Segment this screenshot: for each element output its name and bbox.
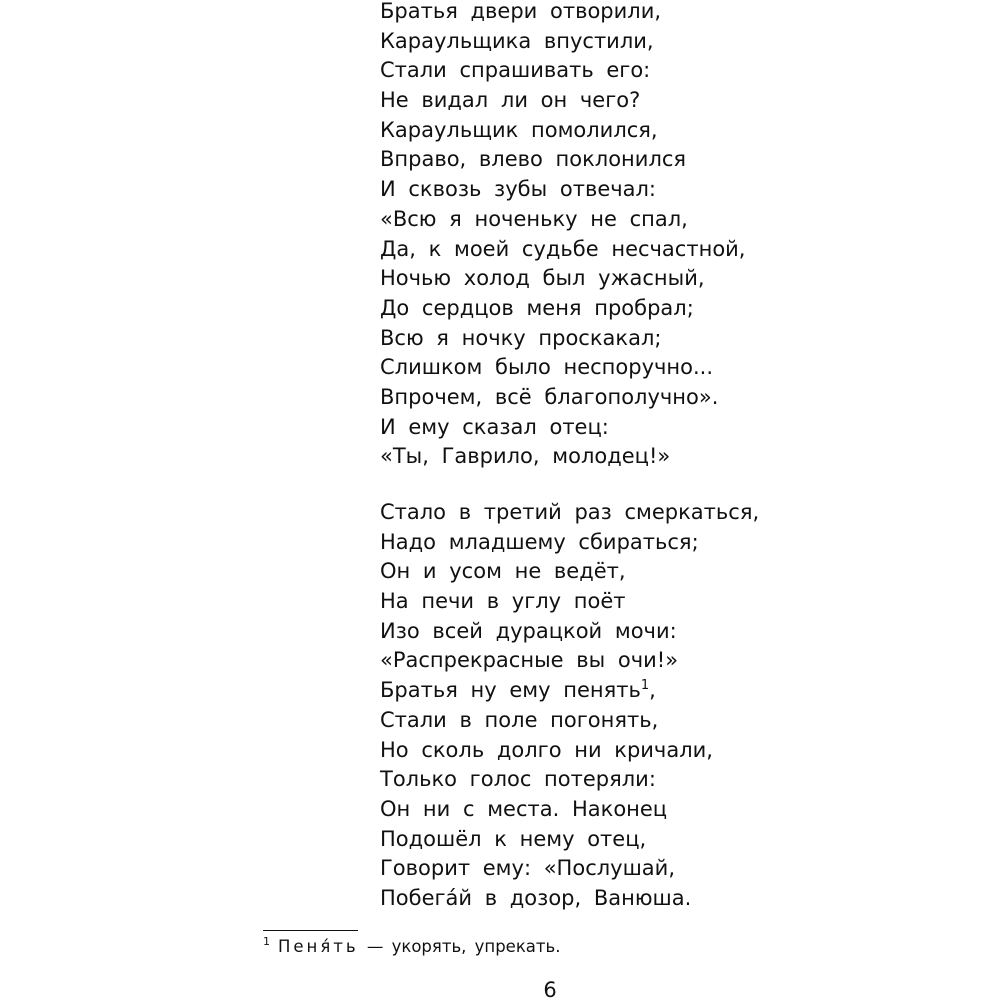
poem-line: Слишком было неспоручно... [380, 355, 714, 380]
poem-line: Подошёл к нему отец, [380, 826, 647, 851]
poem-line: Братья двери отворили, [380, 0, 662, 23]
footnote-ref: 1 [640, 678, 650, 694]
poem-line: Но сколь долго ни кричали, [380, 737, 713, 762]
footnote-divider [263, 930, 358, 931]
poem-line: Побега́й в дозор, Ванюша. [380, 885, 692, 910]
poem-line-punct: , [649, 678, 656, 703]
poem-line: Он и усом не ведёт, [380, 559, 626, 584]
poem-line: И сквозь зубы отвечал: [380, 177, 657, 202]
poem-line: Впрочем, всё благополучно». [380, 384, 719, 409]
page-number: 6 [543, 978, 557, 1002]
footnote-term: Пеня́ть [278, 937, 359, 956]
poem-line: Стали в поле погонять, [380, 707, 659, 732]
poem-line: Вправо, влево поклонился [380, 147, 687, 172]
poem-line: Изо всей дурацкой мочи: [380, 618, 677, 643]
stanza-1 [380, 0, 746, 472]
poem-line-text: Братья ну ему пенять [380, 678, 641, 703]
poem-line: Всю я ночку проскакал; [380, 325, 662, 350]
poem-line: Стали спрашивать его: [380, 58, 651, 83]
poem-line: Надо младшему сбираться; [380, 529, 699, 554]
poem-line-with-footnote [380, 676, 759, 706]
poem-line: На печи в углу поёт [380, 589, 626, 614]
poem-line: Только голос потеряли: [380, 767, 656, 792]
poem-line: Стало в третий раз смеркаться, [380, 500, 760, 524]
poem-line: «Всю я ноченьку не спал, [380, 206, 688, 231]
poem-line: «Ты, Гаврило, молодец!» [380, 444, 671, 469]
poem-line: Он ни с места. Наконец [380, 796, 668, 821]
stanza-2 [380, 498, 759, 914]
footnote-definition: — укорять, упрекать. [366, 937, 561, 956]
poem-line: До сердцов меня пробрал; [380, 295, 694, 320]
footnote-marker: 1 [263, 935, 270, 948]
poem-line: Да, к моей судьбе несчастной, [380, 236, 746, 261]
poem-line: Не видал ли он чего? [380, 88, 641, 113]
poem-line: Говорит ему: «Послушай, [380, 856, 675, 881]
poem-line: Караульщика впустили, [380, 28, 654, 53]
footnote [263, 935, 561, 959]
poem-line: Ночью холод был ужасный, [380, 266, 705, 291]
poem-line: «Распрекрасные вы очи!» [380, 648, 679, 673]
poem-line: И ему сказал отец: [380, 414, 609, 439]
poem-line: Караульщик помолился, [380, 117, 658, 142]
